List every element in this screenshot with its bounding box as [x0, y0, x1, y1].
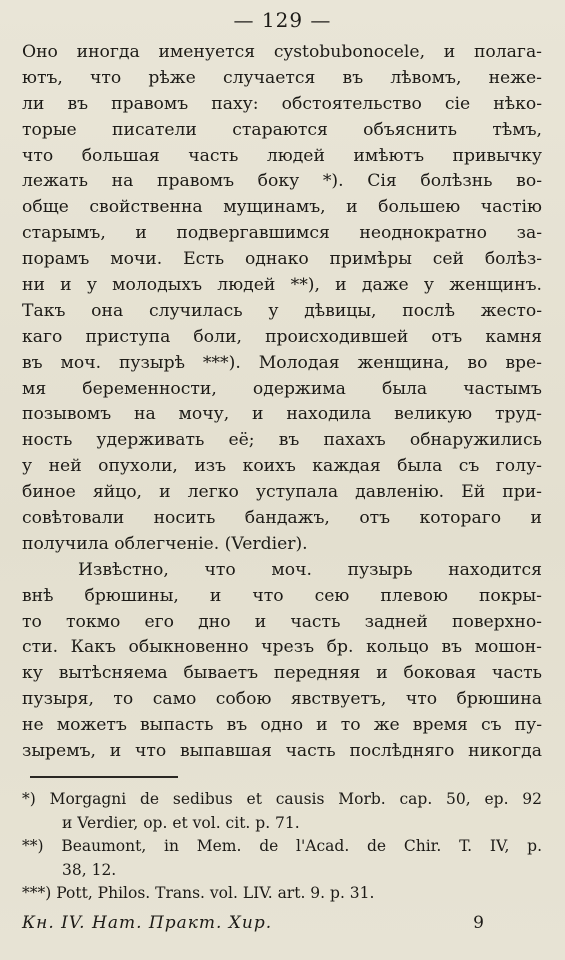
text-line: внѣ брюшины, и что сею плевою покры-: [22, 585, 542, 606]
text-line: ность удерживать её; въ пахахъ обнаружились: [22, 430, 542, 451]
footnotes: [22, 788, 542, 906]
footnote-line: ***) Pott, Philos. Trans. vol. LIV. art. 9. p. 31.: [22, 884, 375, 902]
text-line: что большая часть людей имѣютъ привычку: [22, 145, 542, 166]
text-line: въ моч. пузырѣ ***). Молодая женщина, во вре-: [22, 352, 542, 373]
text-line: совѣтовали носить бандажъ, отъ котораго и: [22, 508, 542, 529]
printer-signature: [22, 913, 542, 933]
text-line: лежать на правомъ боку *). Сія болѣзнь во-: [22, 171, 542, 192]
footnote-line: и Verdier, op. et vol. cit. p. 71.: [62, 813, 300, 832]
text-line: сти. Какъ обыкновенно чрезъ бр. кольцо въ мошон-: [22, 637, 542, 658]
text-line: позывомъ на мочу, и находила великую труд-: [22, 404, 542, 425]
text-line: Оно иногда именуется cystobubonocele, и полага-: [22, 42, 542, 62]
text-line: не можетъ выпасть въ одно и то же время съ пу-: [22, 715, 542, 736]
sheet-number: 9: [473, 913, 484, 933]
text-line: ли въ правомъ паху: обстоятельство сіе нѣко-: [22, 93, 542, 114]
text-line: старымъ, и подвергавшимся неоднократно за-: [22, 223, 542, 244]
text-line: зыремъ, и что выпавшая часть послѣдняго никогда: [22, 741, 542, 762]
text-line: мя беременности, одержима была частымъ: [22, 378, 542, 399]
text-line: у ней опухоли, изъ коихъ каждая была съ голу-: [22, 456, 542, 477]
text-line: ютъ, что рѣже случается въ лѣвомъ, неже-: [22, 67, 542, 88]
text-line: торые писатели стараются объяснить тѣмъ,: [22, 119, 542, 140]
text-line: каго приступа боли, происходившей отъ камня: [22, 326, 542, 347]
text-line: получила облегченіе. (Verdier).: [22, 533, 308, 554]
footnote-line: **) Beaumont, in Mem. de l'Acad. de Chir. T. IV, p.: [22, 837, 542, 855]
footnote-divider: [30, 776, 178, 778]
page-number-header: — 129 —: [233, 8, 332, 32]
footnote-line: 38, 12.: [62, 860, 117, 879]
text-line: то токмо его дно и часть задней поверхно-: [22, 611, 542, 632]
text-line: ни и у молодыхъ людей **), и даже у женщинъ.: [22, 275, 542, 296]
text-line: обще свойственна мущинамъ, и большею частію: [22, 197, 542, 218]
text-line: Такъ она случилась у дѣвицы, послѣ жесто-: [22, 300, 542, 321]
text-line: пузыря, то само собою явствуетъ, что брюшина: [22, 689, 542, 710]
footnote-line: *) Morgagni de sedibus et causis Morb. cap. 50, ep. 92: [22, 790, 542, 808]
text-line: ку вытѣсняема бываетъ передняя и боковая часть: [22, 663, 542, 684]
signature-text: Кн. IV. Нат. Практ. Хир.: [22, 913, 273, 933]
text-line: биное яйцо, и легко уступала давленію. Ей при-: [22, 482, 542, 503]
paragraph-first-line: Извѣстно, что моч. пузырь находится: [78, 559, 542, 580]
text-line: порамъ мочи. Есть однако примѣры сей болѣз-: [22, 249, 542, 270]
main-text: [22, 40, 542, 765]
